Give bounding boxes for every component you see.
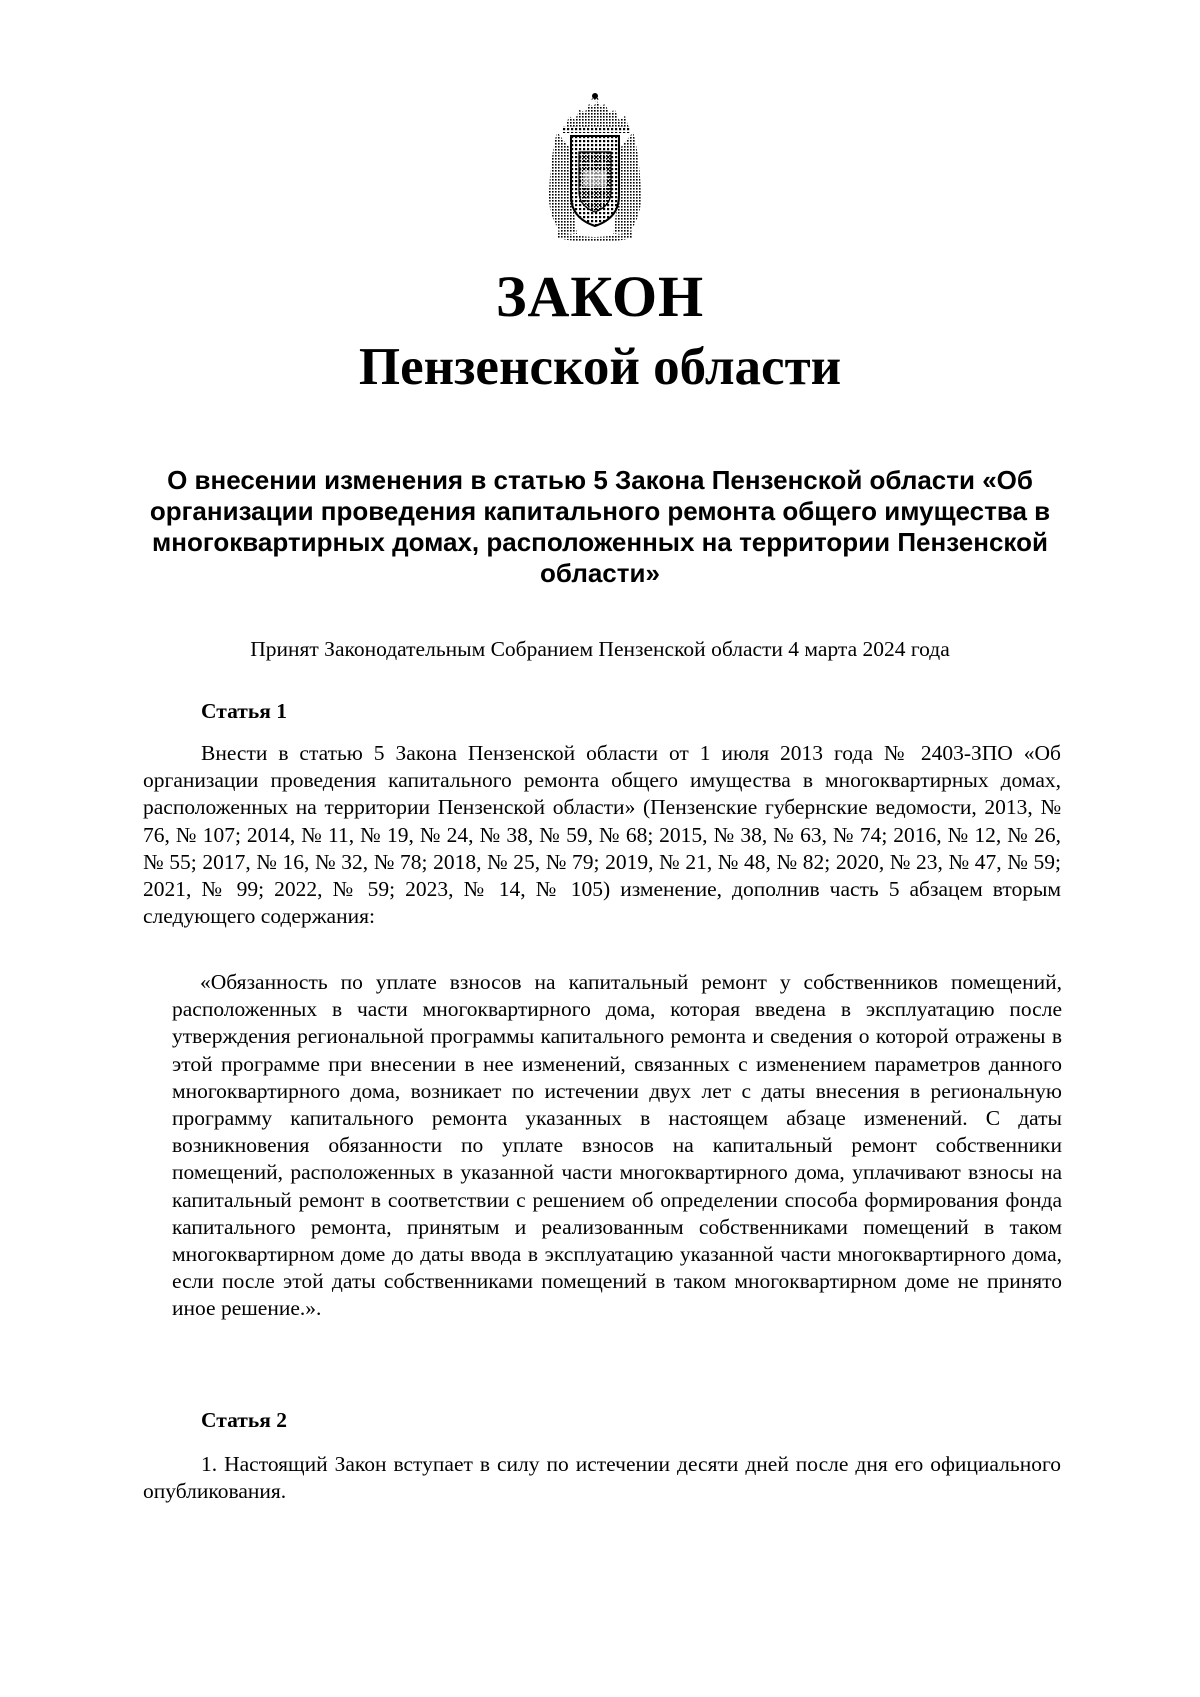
adoption-note: Принят Законодательным Собранием Пензенской области 4 марта 2024 года (250, 637, 950, 661)
article-2-title: Статья 2 (201, 1408, 287, 1432)
article-1-quote: «Обязанность по уплате взносов на капитальный ремонт у собственников помещений, расположенных в части многоквартирного дома, которая введена в эксплуатацию после утверждения региональной программы капитального ремонта и сведения о которой отражены в этой программе при внесении в нее изменений, связанных с изменением параметров данного многоквартирного дома, возникает по истечении двух лет с даты внесения в региональную программу капитального ремонта указанных в настоящем абзаце изменений. С даты возникновения обязанности по уплате взносов на капитальный ремонт собственники помещений, расположенных в указанной части многоквартирного дома, уплачивают взносы на капитальный ремонт в соответствии с решением об определении способа формирования фонда капитального ремонта, принятым и реализованным собственниками помещений в таком многоквартирном доме до даты ввода в эксплуатацию указанной части многоквартирного дома, если после этой даты собственниками помещений в таком многоквартирном доме не принято иное решение.». (172, 970, 1062, 1321)
law-heading: О внесении изменения в статью 5 Закона Пензенской области «Об организации проведения капитального ремонта общего имущества в многоквартирных домах, расположенных на территории Пензенской области» (149, 465, 1051, 588)
coat-of-arms-icon (543, 92, 648, 242)
article-1-paragraph: Внести в статью 5 Закона Пензенской области от 1 июля 2013 года № 2403-ЗПО «Об организации проведения капитального ремонта общего имущества в многоквартирных домах, расположенных на территории Пензенской области» (Пензенские губернские ведомости, 2013, № 76, № 107; 2014, № 11, № 19, № 24, № 38, № 59, № 68; 2015, № 38, № 63, № 74; 2016, № 12, № 26, № 55; 2017, № 16, № 32, № 78; 2018, № 25, № 79; 2019, № 21, № 48, № 82; 2020, № 23, № 47, № 59; 2021, № 99; 2022, № 59; 2023, № 14, № 105) изменение, дополнив часть 5 абзацем вторым следующего содержания: (143, 741, 1061, 929)
article-2-paragraph: 1. Настоящий Закон вступает в силу по истечении десяти дней после дня его официального опубликования. (143, 1452, 1061, 1504)
law-title: ЗАКОН (495, 264, 705, 329)
region-title: Пензенской области (358, 338, 842, 396)
article-1-title: Статья 1 (201, 699, 287, 723)
